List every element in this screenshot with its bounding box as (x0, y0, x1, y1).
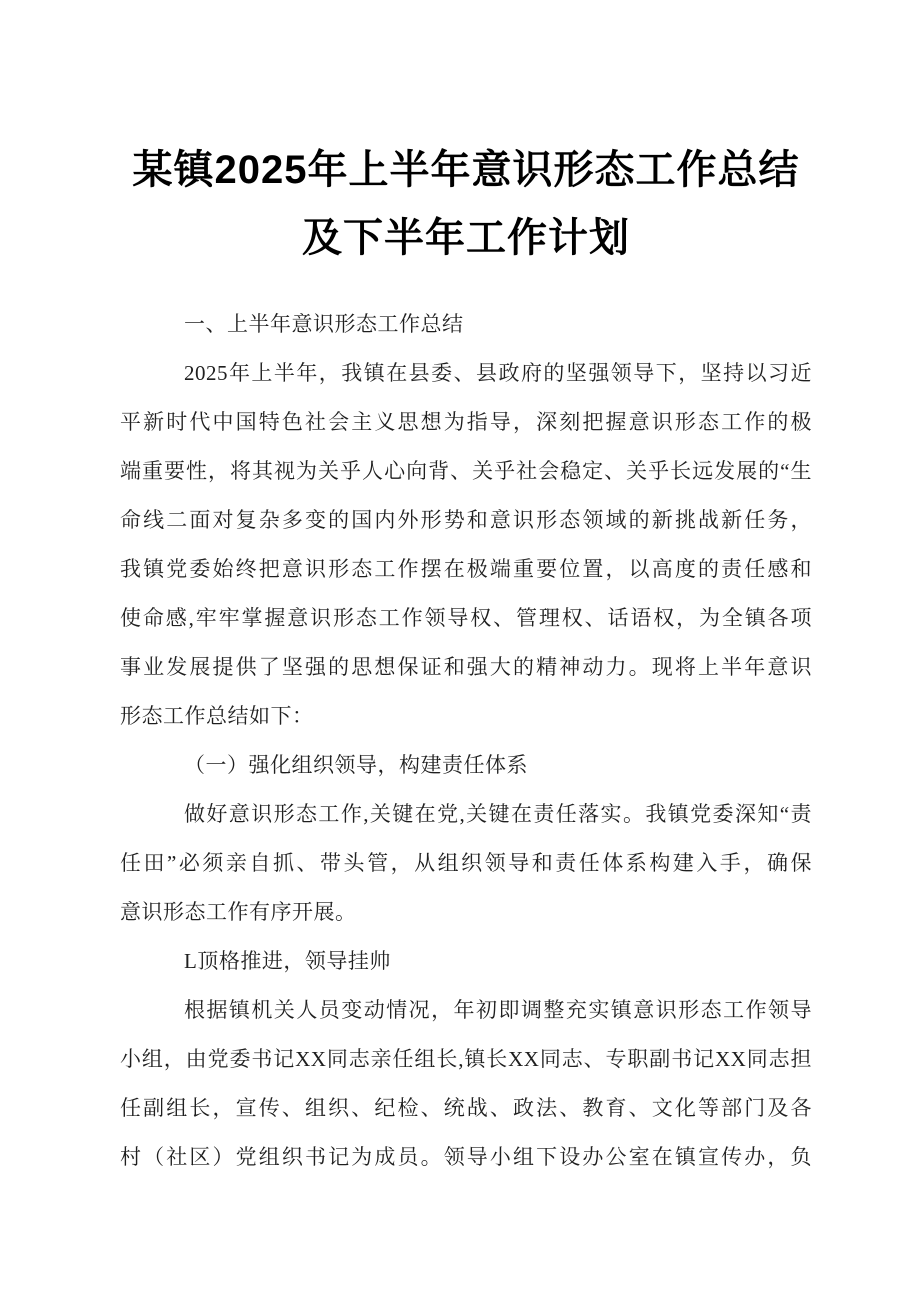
body-line: 小组，由党委书记XX同志亲任组长,镇长XX同志、专职副书记XX同志担 (120, 1047, 812, 1071)
section-heading-line: 一、上半年意识形态工作总结 (184, 312, 464, 336)
document-title (120, 136, 812, 272)
document-body (120, 300, 812, 1182)
body-line: 端重要性，将其视为关乎人心向背、关乎社会稳定、关乎长远发展的“生 (120, 459, 812, 483)
body-line: 任田”必须亲自抓、带头管，从组织领导和责任体系构建入手，确保 (120, 851, 812, 875)
title-line-1: 某镇2025年上半年意识形态工作总结 (132, 148, 800, 192)
body-line: 使命感,牢牢掌握意识形态工作领导权、管理权、话语权，为全镇各项 (120, 606, 812, 630)
body-line: 任副组长，宣传、组织、纪检、统战、政法、教育、文化等部门及各 (120, 1096, 812, 1120)
body-line: 2025年上半年，我镇在县委、县政府的坚强领导下，坚持以习近 (184, 361, 812, 385)
body-line: 村（社区）党组织书记为成员。领导小组下设办公室在镇宣传办，负 (120, 1145, 812, 1169)
body-line: 我镇党委始终把意识形态工作摆在极端重要位置，以高度的责任感和 (120, 557, 812, 581)
body-line: 意识形态工作有序开展。 (120, 900, 357, 924)
section-heading-line: L顶格推进，领导挂帅 (184, 949, 391, 973)
section-heading-line: （一）强化组织领导，构建责任体系 (184, 753, 528, 777)
body-line: 根据镇机关人员变动情况，年初即调整充实镇意识形态工作领导 (184, 998, 812, 1022)
body-line: 形态工作总结如下： (120, 704, 314, 728)
body-line: 事业发展提供了坚强的思想保证和强大的精神动力。现将上半年意识 (120, 655, 812, 679)
body-line: 平新时代中国特色社会主义思想为指导，深刻把握意识形态工作的极 (120, 410, 812, 434)
title-line-2: 及下半年工作计划 (302, 216, 630, 260)
document-page (120, 0, 812, 1301)
body-line: 做好意识形态工作,关键在党,关键在责任落实。我镇党委深知“责 (184, 802, 812, 826)
body-line: 命线二面对复杂多变的国内外形势和意识形态领域的新挑战新任务， (120, 508, 812, 532)
